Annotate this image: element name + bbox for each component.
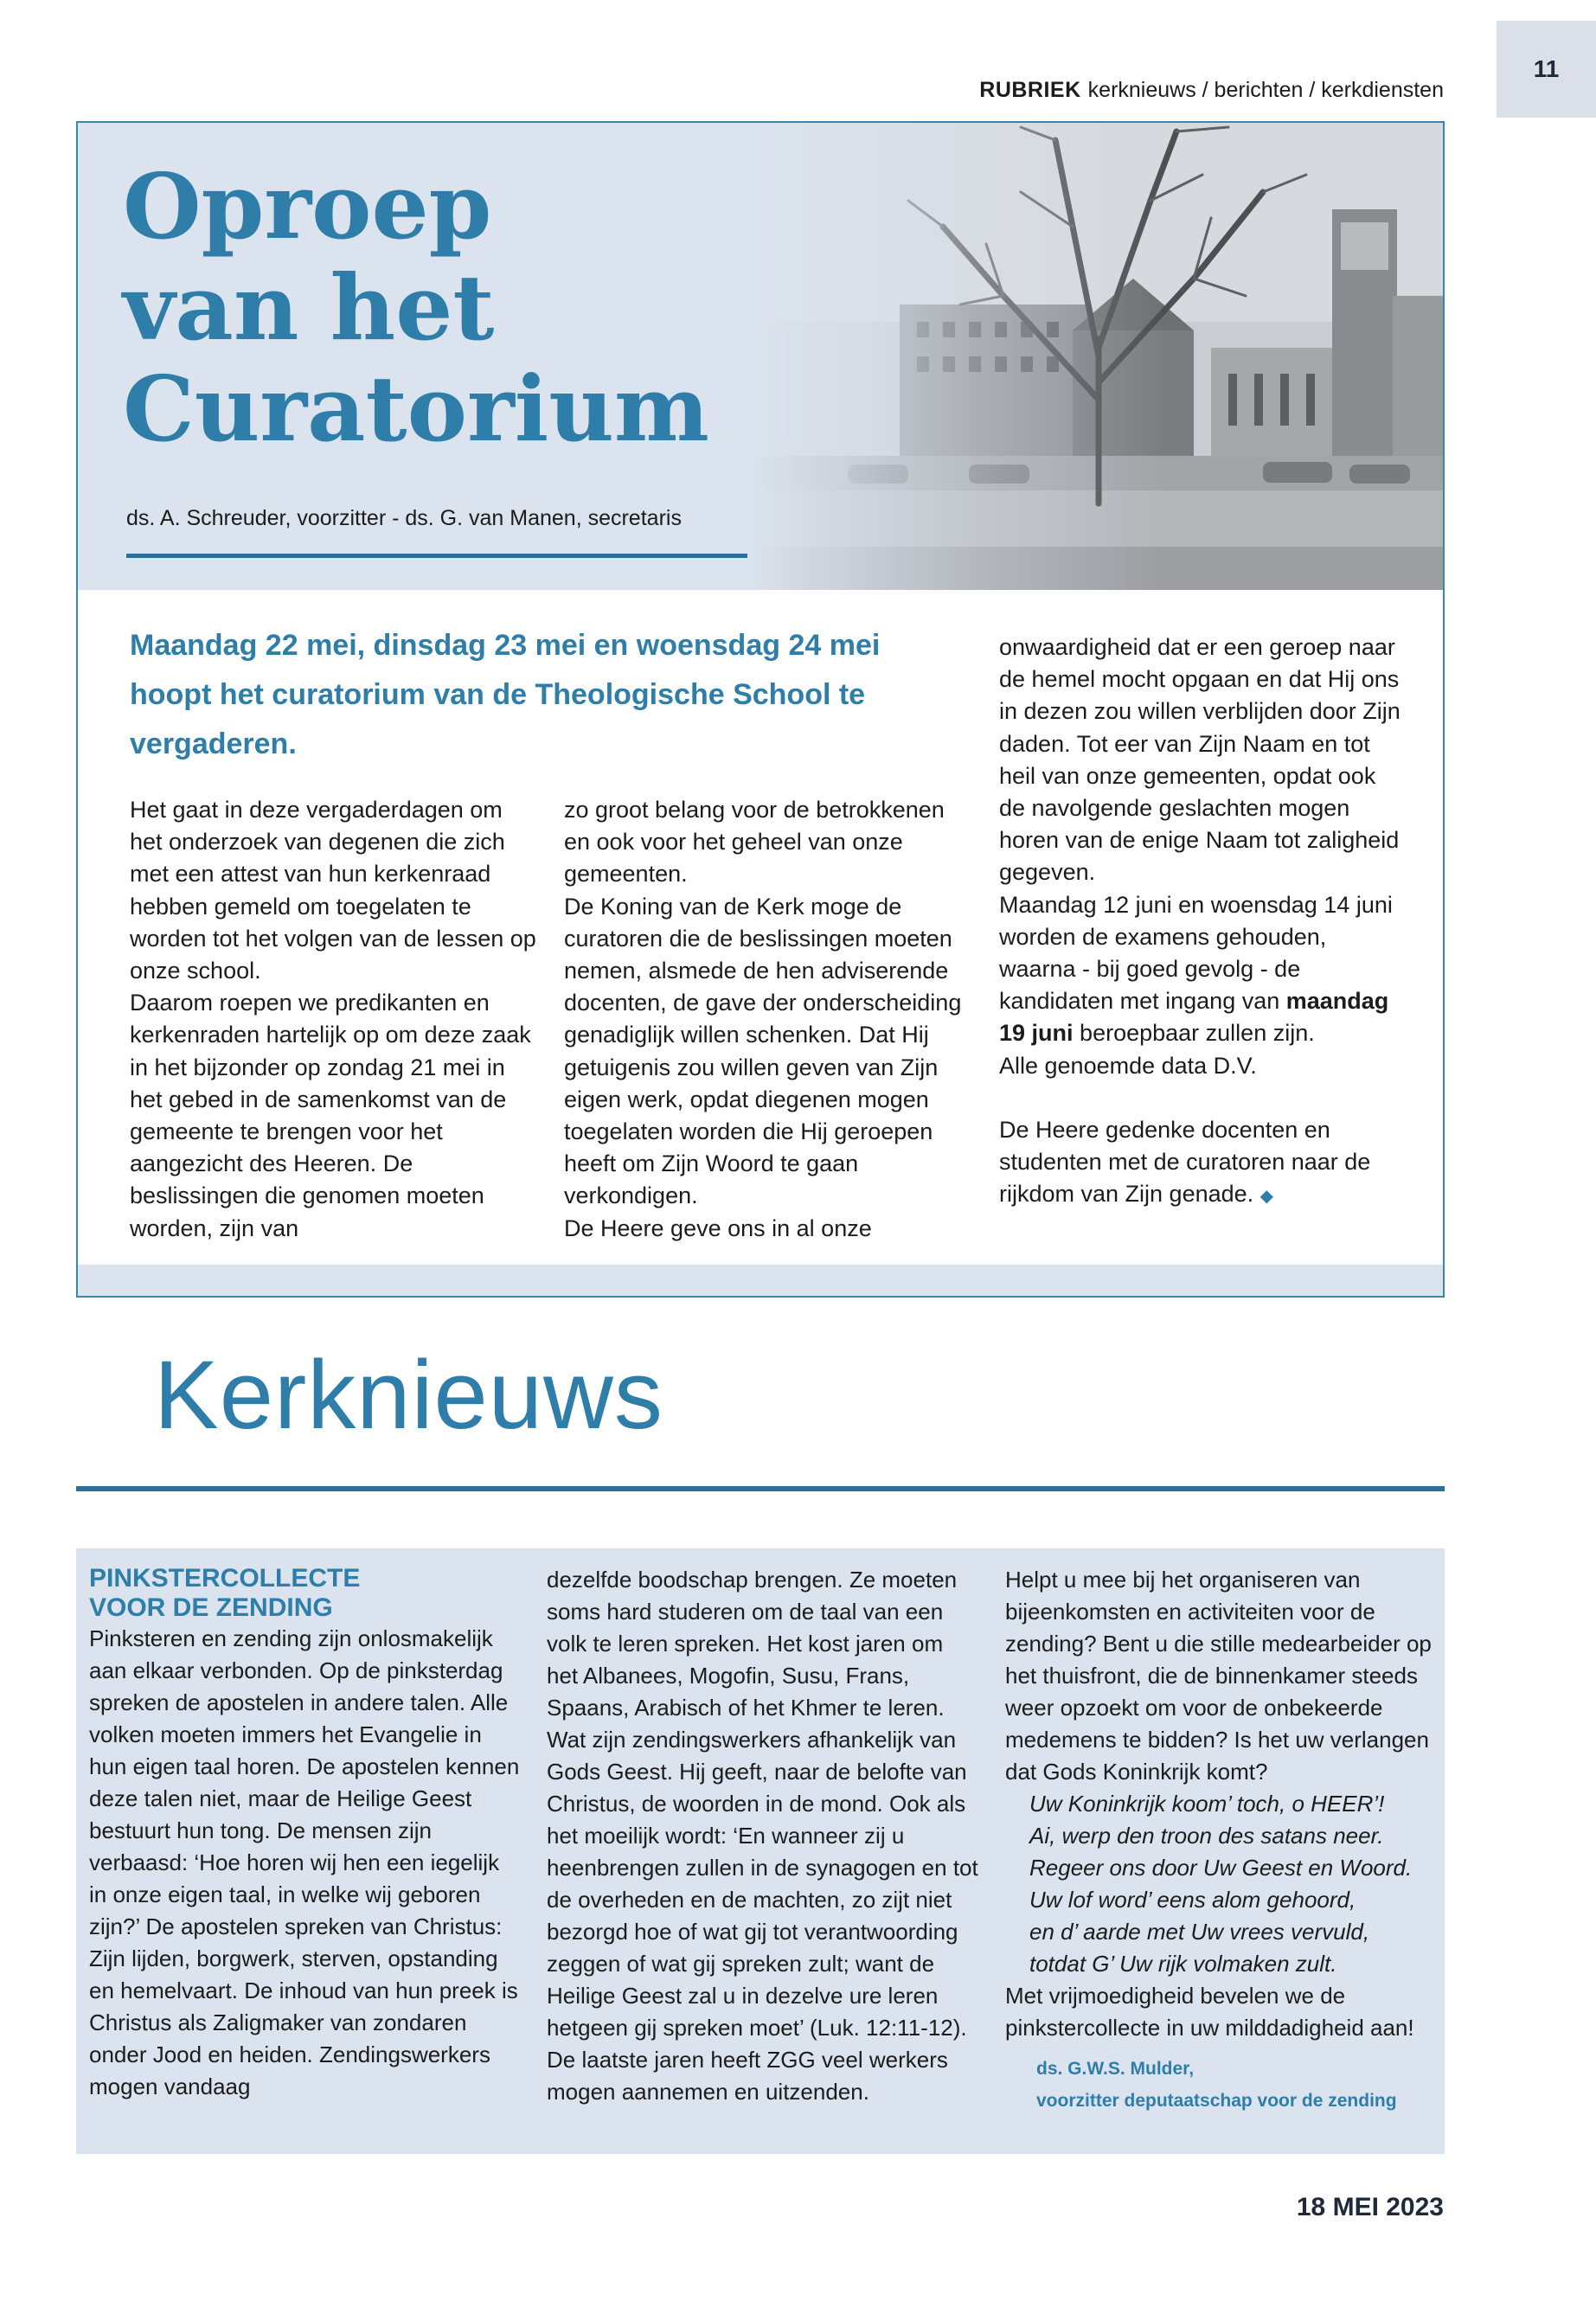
k-col3-end: Met vrijmoedigheid bevelen we de pinkstercollecte in uw milddadigheid aan! [1005, 1983, 1414, 2041]
section-rule [76, 1486, 1445, 1491]
col2-text: zo groot belang voor de betrokkenen en ook voor het geheel van onze gemeenten. De Koning van de Kerk moge de curatoren die de beslissingen moeten nemen, alsmede de hen adviserende docenten, de gave der onderscheiding genadiglijk willen schenken. Dat Hij getuigenis zou willen geven van Zijn eigen werk, opdat diegenen mogen toegelaten worden die Hij geroepen heeft om Zijn Woord te gaan verkondigen. De Heere geve ons in al onze [564, 797, 962, 1241]
col3-text-c: De Heere gedenke docenten en studenten met de curatoren naar de rijkdom van Zijn genade. [999, 1116, 1371, 1208]
col3-text-b: beroepbaar zullen zijn. Alle genoemde data D.V. [999, 1020, 1315, 1079]
title-line-3: Curatorium [123, 356, 709, 462]
poem-line: Uw Koninkrijk koom’ toch, o HEER’! [1029, 1791, 1385, 1817]
kerknieuws-column-2 [547, 1564, 979, 2108]
poem-line: Ai, werp den troon des satans neer. [1029, 1823, 1384, 1849]
col3-text-a: onwaardigheid dat er een geroep naar de hemel mocht opgaan en dat Hij ons in dezen zou willen verblijden door Zijn daden. Tot eer van Zijn Naam en tot heil van onze gemeenten, opdat ook de navolgende geslachten mogen horen van de enige Naam tot zaligheid gegeven. Maandag 12 juni en woensdag 14 juni worden de examens gehouden, waarna - bij goed gevolg - de kandidaten met ingang van [999, 634, 1401, 1015]
heading-line-1: PINKSTERCOLLECTE [89, 1564, 361, 1593]
kerknieuws-column-1 [89, 1564, 522, 2103]
rubriek-label: RUBRIEK [979, 78, 1081, 102]
lead-paragraph: Maandag 22 mei, dinsdag 23 mei en woensdag 24 mei hoopt het curatorium van de Theologische School te vergaderen. [130, 629, 881, 760]
signature [1005, 2053, 1438, 2117]
poem-line: Uw lof word’ eens alom gehoord, [1029, 1887, 1356, 1913]
article-column-3 [999, 631, 1406, 1213]
col3-bold-date: maandag 19 juni [999, 988, 1389, 1047]
poem-line: Regeer ons door Uw Geest en Woord. [1029, 1855, 1413, 1881]
page-number: 11 [1497, 21, 1596, 118]
k-col1-text: Pinksteren en zending zijn onlosmakelijk aan elkaar verbonden. Op de pinksterdag spreken de apostelen in andere talen. Alle volken moeten immers het Evangelie in hun eigen taal horen. De apostelen kennen deze talen niet, maar de Heilige Geest bestuurt hun tong. De mensen zijn verbaasd: ‘Hoe horen wij hen een iegelijk in onze eigen taal, in welke wij geboren zijn?’ De apostelen spreken van Christus: Zijn lijden, borgwerk, sterven, opstanding en hemelvaart. De inhoud van hun preek is Christus als Zaligmaker van zondaren onder Jood en heiden. Zendingswerkers mogen vandaag [89, 1625, 520, 2099]
col1-text: Het gaat in deze vergaderdagen om het onderzoek van degenen die zich met een attest van hun kerkenraad hebben gemeld om toegelaten te worden tot het volgen van de lessen op onze school. Daarom roepen we predikanten en kerkenraden hartelijk op om deze zaak in het bijzonder op zondag 21 mei in het gebed in de samenkomst van de gemeente te brengen voor het aangezicht des Heeren. De beslissingen die genomen moeten worden, zijn van [130, 797, 536, 1241]
issue-date: 18 MEI 2023 [1296, 2193, 1444, 2221]
heading-line-2: VOOR DE ZENDING [89, 1593, 333, 1622]
church-photo [744, 123, 1443, 590]
poem-line: totdat G’ Uw rijk volmaken zult. [1029, 1951, 1337, 1977]
k-col2-text: dezelfde boodschap brengen. Ze moeten soms hard studeren om de taal van een volk te leren spreken. Het kost jaren om het Albanees, Mogofin, Susu, Frans, Spaans, Arabisch of het Khmer te leren. Wat zijn zendingswerkers afhankelijk van Gods Geest. Hij geeft, naar de belofte van Christus, de woorden in de mond. Ook als het moeilijk wordt: ‘En wanneer zij u heenbrengen zullen in de synagogen en tot de overheden en de machten, zo zijt niet bezorgd hoe of wat gij tot verantwoording zeggen of wat gij spreken zult; want de Heilige Geest zal u in dezelve ure leren hetgeen gij spreken moet’ (Luk. 12:11-12). De laatste jaren heeft ZGG veel werkers mogen aannemen en uitzenden. [547, 1567, 978, 2105]
article-title [123, 153, 709, 462]
byline: ds. A. Schreuder, voorzitter - ds. G. van Manen, secretaris [126, 506, 682, 530]
title-rule [126, 554, 747, 558]
rubriek-text: kerknieuws / berichten / kerkdiensten [1087, 78, 1444, 102]
section-title: Kerknieuws [154, 1341, 663, 1449]
poem-line: en d’ aarde met Uw vrees vervuld, [1029, 1919, 1370, 1945]
section-header [979, 78, 1444, 103]
title-line-2: van het [123, 254, 495, 361]
article-heading [89, 1564, 522, 1623]
poem [1005, 1788, 1438, 1980]
k-col3-text: Helpt u mee bij het organiseren van bijeenkomsten en activiteiten voor de zending? Bent u die stille medearbeider op het thuisfront, die de binnenkamer steeds weer opzoekt om voor de onbekeerde medemens te bidden? Is het uw verlangen dat Gods Koninkrijk komt? [1005, 1567, 1432, 1785]
end-diamond-icon: ◆ [1259, 1187, 1274, 1207]
title-line-1: Oproep [123, 153, 492, 260]
kerknieuws-column-3 [1005, 1564, 1438, 2117]
signature-role: voorzitter deputaatschap voor de zending [1036, 2091, 1397, 2111]
article-column-1 [130, 794, 536, 1245]
article-column-2 [564, 794, 971, 1245]
signature-name: ds. G.W.S. Mulder, [1036, 2059, 1195, 2079]
